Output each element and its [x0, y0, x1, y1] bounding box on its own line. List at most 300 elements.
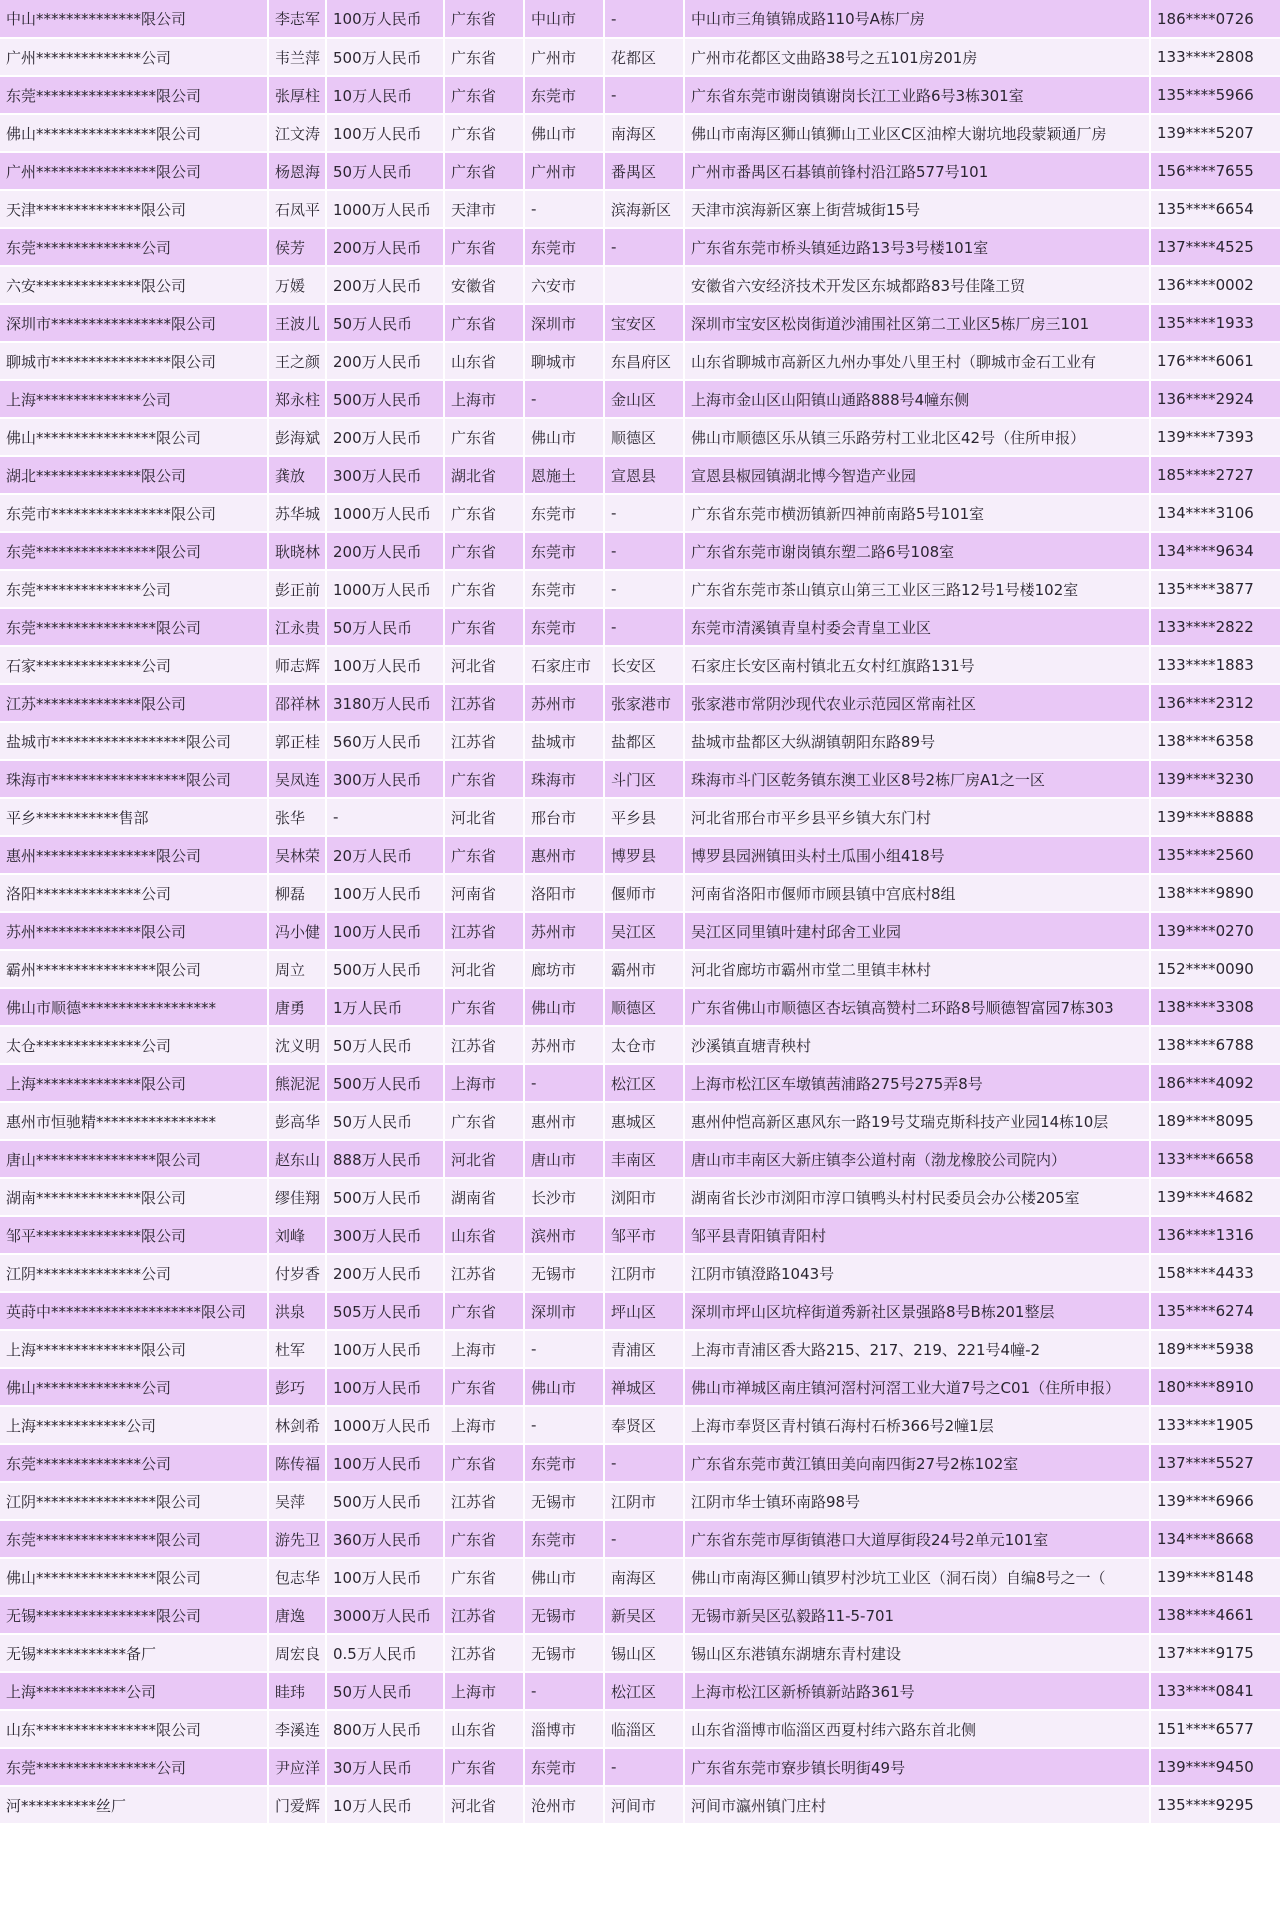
city-cell: 佛山市	[524, 114, 604, 152]
phone-cell: 133****2822	[1150, 608, 1280, 646]
address-cell: 中山市三角镇锦成路110号A栋厂房	[684, 0, 1150, 38]
table-row	[0, 798, 1280, 836]
legal_rep-cell: 游先卫	[268, 1520, 326, 1558]
address-cell: 河北省廊坊市霸州市堂二里镇丰林村	[684, 950, 1150, 988]
address-cell: 惠州仲恺高新区惠风东一路19号艾瑞克斯科技产业园14栋10层	[684, 1102, 1150, 1140]
district-cell: 宝安区	[604, 304, 684, 342]
address-cell: 深圳市宝安区松岗街道沙浦围社区第二工业区5栋厂房三101	[684, 304, 1150, 342]
phone-cell: 135****3877	[1150, 570, 1280, 608]
district-cell: -	[604, 1748, 684, 1786]
city-cell: 滨州市	[524, 1216, 604, 1254]
table-row	[0, 1216, 1280, 1254]
legal_rep-cell: 江文涛	[268, 114, 326, 152]
table-row	[0, 1026, 1280, 1064]
capital-cell: 560万人民币	[326, 722, 444, 760]
district-cell: 长安区	[604, 646, 684, 684]
capital-cell: 3180万人民币	[326, 684, 444, 722]
legal_rep-cell: 王之颜	[268, 342, 326, 380]
legal_rep-cell: 唐逸	[268, 1596, 326, 1634]
legal_rep-cell: 熊泥泥	[268, 1064, 326, 1102]
district-cell: 浏阳市	[604, 1178, 684, 1216]
table-row	[0, 1406, 1280, 1444]
phone-cell: 152****0090	[1150, 950, 1280, 988]
city-cell: 东莞市	[524, 494, 604, 532]
company-cell: 佛山****************限公司	[0, 114, 268, 152]
phone-cell: 186****0726	[1150, 0, 1280, 38]
phone-cell: 135****1933	[1150, 304, 1280, 342]
table-row	[0, 1520, 1280, 1558]
table-row	[0, 1064, 1280, 1102]
capital-cell: 500万人民币	[326, 38, 444, 76]
city-cell: 东莞市	[524, 1748, 604, 1786]
capital-cell: 500万人民币	[326, 380, 444, 418]
city-cell: -	[524, 380, 604, 418]
province-cell: 江苏省	[444, 1482, 524, 1520]
district-cell: 滨海新区	[604, 190, 684, 228]
table-row	[0, 1482, 1280, 1520]
province-cell: 广东省	[444, 570, 524, 608]
phone-cell: 185****2727	[1150, 456, 1280, 494]
phone-cell: 137****5527	[1150, 1444, 1280, 1482]
city-cell: 佛山市	[524, 988, 604, 1026]
district-cell: 临淄区	[604, 1710, 684, 1748]
city-cell: 唐山市	[524, 1140, 604, 1178]
legal_rep-cell: 刘峰	[268, 1216, 326, 1254]
company-cell: 太仓**************公司	[0, 1026, 268, 1064]
province-cell: 广东省	[444, 608, 524, 646]
province-cell: 上海市	[444, 1330, 524, 1368]
phone-cell: 136****1316	[1150, 1216, 1280, 1254]
address-cell: 天津市滨海新区寨上街营城街15号	[684, 190, 1150, 228]
province-cell: 河北省	[444, 1786, 524, 1824]
company-cell: 上海************公司	[0, 1406, 268, 1444]
table-row	[0, 684, 1280, 722]
capital-cell: 200万人民币	[326, 342, 444, 380]
address-cell: 广州市花都区文曲路38号之五101房201房	[684, 38, 1150, 76]
address-cell: 佛山市顺德区乐从镇三乐路劳村工业北区42号（住所申报）	[684, 418, 1150, 456]
address-cell: 广州市番禺区石碁镇前锋村沿江路577号101	[684, 152, 1150, 190]
table-row	[0, 1748, 1280, 1786]
legal_rep-cell: 张华	[268, 798, 326, 836]
district-cell: 南海区	[604, 1558, 684, 1596]
legal_rep-cell: 师志辉	[268, 646, 326, 684]
district-cell: 东昌府区	[604, 342, 684, 380]
city-cell: 无锡市	[524, 1482, 604, 1520]
address-cell: 沙溪镇直塘青秧村	[684, 1026, 1150, 1064]
address-cell: 珠海市斗门区乾务镇东澳工业区8号2栋厂房A1之一区	[684, 760, 1150, 798]
table-row	[0, 760, 1280, 798]
company-cell: 英莳中********************限公司	[0, 1292, 268, 1330]
phone-cell: 135****6654	[1150, 190, 1280, 228]
table-row	[0, 722, 1280, 760]
address-cell: 广东省东莞市寮步镇长明街49号	[684, 1748, 1150, 1786]
phone-cell: 139****4682	[1150, 1178, 1280, 1216]
address-cell: 河北省邢台市平乡县平乡镇大东门村	[684, 798, 1150, 836]
capital-cell: 50万人民币	[326, 1672, 444, 1710]
city-cell: -	[524, 190, 604, 228]
table-row	[0, 1368, 1280, 1406]
legal_rep-cell: 侯芳	[268, 228, 326, 266]
city-cell: -	[524, 1672, 604, 1710]
address-cell: 广东省东莞市茶山镇京山第三工业区三路12号1号楼102室	[684, 570, 1150, 608]
city-cell: 东莞市	[524, 76, 604, 114]
table-row	[0, 1672, 1280, 1710]
capital-cell: 200万人民币	[326, 228, 444, 266]
city-cell: 广州市	[524, 152, 604, 190]
capital-cell: 1000万人民币	[326, 1406, 444, 1444]
phone-cell: 138****6788	[1150, 1026, 1280, 1064]
province-cell: 山东省	[444, 1216, 524, 1254]
capital-cell: 100万人民币	[326, 1330, 444, 1368]
company-cell: 佛山**************公司	[0, 1368, 268, 1406]
legal_rep-cell: 杜军	[268, 1330, 326, 1368]
legal_rep-cell: 林剑希	[268, 1406, 326, 1444]
phone-cell: 151****6577	[1150, 1710, 1280, 1748]
table-row	[0, 532, 1280, 570]
phone-cell: 133****0841	[1150, 1672, 1280, 1710]
district-cell: 禅城区	[604, 1368, 684, 1406]
province-cell: 广东省	[444, 988, 524, 1026]
phone-cell: 138****9890	[1150, 874, 1280, 912]
province-cell: 天津市	[444, 190, 524, 228]
company-cell: 洛阳**************公司	[0, 874, 268, 912]
table-row	[0, 1330, 1280, 1368]
address-cell: 广东省东莞市谢岗镇东塑二路6号108室	[684, 532, 1150, 570]
phone-cell: 189****5938	[1150, 1330, 1280, 1368]
city-cell: 中山市	[524, 0, 604, 38]
city-cell: 廊坊市	[524, 950, 604, 988]
phone-cell: 135****6274	[1150, 1292, 1280, 1330]
city-cell: 苏州市	[524, 1026, 604, 1064]
district-cell: -	[604, 1520, 684, 1558]
company-cell: 江苏**************限公司	[0, 684, 268, 722]
city-cell: 沧州市	[524, 1786, 604, 1824]
address-cell: 广东省东莞市桥头镇延边路13号3号楼101室	[684, 228, 1150, 266]
legal_rep-cell: 尹应洋	[268, 1748, 326, 1786]
company-cell: 盐城市******************限公司	[0, 722, 268, 760]
table-row	[0, 494, 1280, 532]
province-cell: 广东省	[444, 152, 524, 190]
legal_rep-cell: 李志军	[268, 0, 326, 38]
legal_rep-cell: 缪佳翔	[268, 1178, 326, 1216]
address-cell: 上海市青浦区香大路215、217、219、221号4幢-2	[684, 1330, 1150, 1368]
capital-cell: -	[326, 798, 444, 836]
city-cell: 东莞市	[524, 532, 604, 570]
city-cell: 盐城市	[524, 722, 604, 760]
company-cell: 广州****************限公司	[0, 152, 268, 190]
province-cell: 广东省	[444, 1748, 524, 1786]
legal_rep-cell: 郭正桂	[268, 722, 326, 760]
district-cell: 太仓市	[604, 1026, 684, 1064]
legal_rep-cell: 石凤平	[268, 190, 326, 228]
address-cell: 山东省淄博市临淄区西夏村纬六路东首北侧	[684, 1710, 1150, 1748]
company-cell: 湖南**************限公司	[0, 1178, 268, 1216]
district-cell: -	[604, 570, 684, 608]
company-cell: 中山**************限公司	[0, 0, 268, 38]
legal_rep-cell: 眭玮	[268, 1672, 326, 1710]
legal_rep-cell: 彭高华	[268, 1102, 326, 1140]
table-row	[0, 1710, 1280, 1748]
district-cell: 松江区	[604, 1064, 684, 1102]
legal_rep-cell: 赵东山	[268, 1140, 326, 1178]
phone-cell: 139****9450	[1150, 1748, 1280, 1786]
city-cell: -	[524, 1406, 604, 1444]
district-cell: 张家港市	[604, 684, 684, 722]
capital-cell: 100万人民币	[326, 1368, 444, 1406]
city-cell: 苏州市	[524, 684, 604, 722]
district-cell: -	[604, 494, 684, 532]
district-cell: 松江区	[604, 1672, 684, 1710]
district-cell: 博罗县	[604, 836, 684, 874]
capital-cell: 20万人民币	[326, 836, 444, 874]
phone-cell: 186****4092	[1150, 1064, 1280, 1102]
address-cell: 深圳市坪山区坑梓街道秀新社区景强路8号B栋201整层	[684, 1292, 1150, 1330]
phone-cell: 134****3106	[1150, 494, 1280, 532]
phone-cell: 135****5966	[1150, 76, 1280, 114]
address-cell: 邹平县青阳镇青阳村	[684, 1216, 1150, 1254]
table-row	[0, 1178, 1280, 1216]
phone-cell: 156****7655	[1150, 152, 1280, 190]
province-cell: 安徽省	[444, 266, 524, 304]
legal_rep-cell: 杨恩海	[268, 152, 326, 190]
capital-cell: 100万人民币	[326, 874, 444, 912]
city-cell: 六安市	[524, 266, 604, 304]
company-cell: 邹平**************限公司	[0, 1216, 268, 1254]
legal_rep-cell: 吴萍	[268, 1482, 326, 1520]
legal_rep-cell: 彭海斌	[268, 418, 326, 456]
address-cell: 广东省佛山市顺德区杏坛镇高赞村二环路8号顺德智富园7栋303	[684, 988, 1150, 1026]
city-cell: 东莞市	[524, 1444, 604, 1482]
phone-cell: 134****8668	[1150, 1520, 1280, 1558]
company-cell: 无锡****************限公司	[0, 1596, 268, 1634]
legal_rep-cell: 门爱辉	[268, 1786, 326, 1824]
phone-cell: 133****1883	[1150, 646, 1280, 684]
province-cell: 广东省	[444, 494, 524, 532]
capital-cell: 50万人民币	[326, 1102, 444, 1140]
capital-cell: 505万人民币	[326, 1292, 444, 1330]
province-cell: 广东省	[444, 418, 524, 456]
district-cell: -	[604, 608, 684, 646]
province-cell: 广东省	[444, 228, 524, 266]
district-cell: 江阴市	[604, 1482, 684, 1520]
phone-cell: 137****9175	[1150, 1634, 1280, 1672]
capital-cell: 200万人民币	[326, 266, 444, 304]
district-cell: -	[604, 228, 684, 266]
capital-cell: 500万人民币	[326, 1064, 444, 1102]
province-cell: 江苏省	[444, 722, 524, 760]
district-cell: 平乡县	[604, 798, 684, 836]
district-cell: 花都区	[604, 38, 684, 76]
province-cell: 上海市	[444, 1406, 524, 1444]
capital-cell: 200万人民币	[326, 418, 444, 456]
capital-cell: 10万人民币	[326, 76, 444, 114]
legal_rep-cell: 王波儿	[268, 304, 326, 342]
company-cell: 东莞****************限公司	[0, 608, 268, 646]
province-cell: 河北省	[444, 798, 524, 836]
company-cell: 无锡************备厂	[0, 1634, 268, 1672]
capital-cell: 500万人民币	[326, 1482, 444, 1520]
address-cell: 江阴市华士镇环南路98号	[684, 1482, 1150, 1520]
phone-cell: 136****2924	[1150, 380, 1280, 418]
legal_rep-cell: 李溪连	[268, 1710, 326, 1748]
city-cell: 无锡市	[524, 1634, 604, 1672]
address-cell: 佛山市南海区狮山镇狮山工业区C区油榨大谢坑地段蒙颖通厂房	[684, 114, 1150, 152]
district-cell: 宣恩县	[604, 456, 684, 494]
province-cell: 江苏省	[444, 1596, 524, 1634]
province-cell: 上海市	[444, 1672, 524, 1710]
city-cell: 广州市	[524, 38, 604, 76]
legal_rep-cell: 沈义明	[268, 1026, 326, 1064]
legal_rep-cell: 周宏良	[268, 1634, 326, 1672]
capital-cell: 1万人民币	[326, 988, 444, 1026]
address-cell: 河间市瀛州镇门庄村	[684, 1786, 1150, 1824]
phone-cell: 158****4433	[1150, 1254, 1280, 1292]
capital-cell: 500万人民币	[326, 1178, 444, 1216]
phone-cell: 139****8888	[1150, 798, 1280, 836]
district-cell: 顺德区	[604, 418, 684, 456]
company-cell: 珠海市******************限公司	[0, 760, 268, 798]
company-cell: 六安**************限公司	[0, 266, 268, 304]
district-cell: 奉贤区	[604, 1406, 684, 1444]
table-row	[0, 1292, 1280, 1330]
address-cell: 张家港市常阴沙现代农业示范园区常南社区	[684, 684, 1150, 722]
company-cell: 佛山****************限公司	[0, 418, 268, 456]
city-cell: 恩施土	[524, 456, 604, 494]
capital-cell: 360万人民币	[326, 1520, 444, 1558]
legal_rep-cell: 周立	[268, 950, 326, 988]
province-cell: 广东省	[444, 836, 524, 874]
table-row	[0, 570, 1280, 608]
capital-cell: 300万人民币	[326, 760, 444, 798]
legal_rep-cell: 郑永柱	[268, 380, 326, 418]
phone-cell: 135****9295	[1150, 1786, 1280, 1824]
table-row	[0, 76, 1280, 114]
table-row	[0, 608, 1280, 646]
city-cell: 石家庄市	[524, 646, 604, 684]
capital-cell: 1000万人民币	[326, 190, 444, 228]
city-cell: 东莞市	[524, 1520, 604, 1558]
company-cell: 河**********丝厂	[0, 1786, 268, 1824]
city-cell: 东莞市	[524, 228, 604, 266]
legal_rep-cell: 柳磊	[268, 874, 326, 912]
province-cell: 江苏省	[444, 684, 524, 722]
city-cell: 深圳市	[524, 304, 604, 342]
phone-cell: 137****4525	[1150, 228, 1280, 266]
phone-cell: 139****3230	[1150, 760, 1280, 798]
city-cell: 佛山市	[524, 1558, 604, 1596]
district-cell: 南海区	[604, 114, 684, 152]
district-cell: 青浦区	[604, 1330, 684, 1368]
city-cell: 聊城市	[524, 342, 604, 380]
company-cell: 惠州****************限公司	[0, 836, 268, 874]
table-row	[0, 874, 1280, 912]
table-row	[0, 456, 1280, 494]
address-cell: 广东省东莞市厚街镇港口大道厚街段24号2单元101室	[684, 1520, 1150, 1558]
address-cell: 佛山市禅城区南庄镇河滘村河滘工业大道7号之C01（住所申报）	[684, 1368, 1150, 1406]
phone-cell: 134****9634	[1150, 532, 1280, 570]
address-cell: 安徽省六安经济技术开发区东城都路83号佳隆工贸	[684, 266, 1150, 304]
phone-cell: 180****8910	[1150, 1368, 1280, 1406]
city-cell: -	[524, 1064, 604, 1102]
city-cell: 淄博市	[524, 1710, 604, 1748]
capital-cell: 100万人民币	[326, 1558, 444, 1596]
district-cell: 金山区	[604, 380, 684, 418]
legal_rep-cell: 韦兰萍	[268, 38, 326, 76]
table-row	[0, 1254, 1280, 1292]
address-cell: 博罗县园洲镇田头村土瓜围小组418号	[684, 836, 1150, 874]
district-cell: -	[604, 76, 684, 114]
address-cell: 石家庄长安区南村镇北五女村红旗路131号	[684, 646, 1150, 684]
legal_rep-cell: 耿晓林	[268, 532, 326, 570]
capital-cell: 10万人民币	[326, 1786, 444, 1824]
city-cell: 珠海市	[524, 760, 604, 798]
capital-cell: 100万人民币	[326, 1444, 444, 1482]
table-row	[0, 152, 1280, 190]
district-cell: 河间市	[604, 1786, 684, 1824]
capital-cell: 300万人民币	[326, 456, 444, 494]
city-cell: 苏州市	[524, 912, 604, 950]
company-cell: 天津**************限公司	[0, 190, 268, 228]
company-cell: 东莞**************公司	[0, 1444, 268, 1482]
company-cell: 山东****************限公司	[0, 1710, 268, 1748]
phone-cell: 176****6061	[1150, 342, 1280, 380]
address-cell: 湖南省长沙市浏阳市淳口镇鸭头村村民委员会办公楼205室	[684, 1178, 1150, 1216]
company-cell: 唐山****************限公司	[0, 1140, 268, 1178]
capital-cell: 50万人民币	[326, 608, 444, 646]
address-cell: 锡山区东港镇东湖塘东青村建设	[684, 1634, 1150, 1672]
phone-cell: 139****5207	[1150, 114, 1280, 152]
district-cell: 锡山区	[604, 1634, 684, 1672]
capital-cell: 1000万人民币	[326, 570, 444, 608]
capital-cell: 1000万人民币	[326, 494, 444, 532]
capital-cell: 100万人民币	[326, 114, 444, 152]
address-cell: 东莞市清溪镇青皇村委会青皇工业区	[684, 608, 1150, 646]
table-row	[0, 114, 1280, 152]
district-cell: 惠城区	[604, 1102, 684, 1140]
table-row	[0, 1444, 1280, 1482]
table-row	[0, 418, 1280, 456]
company-cell: 佛山****************限公司	[0, 1558, 268, 1596]
capital-cell: 500万人民币	[326, 950, 444, 988]
capital-cell: 100万人民币	[326, 646, 444, 684]
company-cell: 佛山市顺德******************	[0, 988, 268, 1026]
company-cell: 惠州市恒驰精****************	[0, 1102, 268, 1140]
legal_rep-cell: 万媛	[268, 266, 326, 304]
phone-cell: 135****2560	[1150, 836, 1280, 874]
address-cell: 上海市松江区新桥镇新站路361号	[684, 1672, 1150, 1710]
capital-cell: 50万人民币	[326, 304, 444, 342]
capital-cell: 200万人民币	[326, 532, 444, 570]
city-cell: 东莞市	[524, 608, 604, 646]
company-cell: 深圳市****************限公司	[0, 304, 268, 342]
legal_rep-cell: 吴林荣	[268, 836, 326, 874]
company-cell: 东莞****************限公司	[0, 532, 268, 570]
table-row	[0, 1102, 1280, 1140]
company-cell: 湖北**************限公司	[0, 456, 268, 494]
table-row	[0, 38, 1280, 76]
table-row	[0, 266, 1280, 304]
city-cell: -	[524, 1330, 604, 1368]
address-cell: 佛山市南海区狮山镇罗村沙坑工业区（洞石岗）自编8号之一（	[684, 1558, 1150, 1596]
city-cell: 惠州市	[524, 836, 604, 874]
address-cell: 吴江区同里镇叶建村邱舍工业园	[684, 912, 1150, 950]
province-cell: 江苏省	[444, 1254, 524, 1292]
capital-cell: 3000万人民币	[326, 1596, 444, 1634]
district-cell: 坪山区	[604, 1292, 684, 1330]
province-cell: 河北省	[444, 1140, 524, 1178]
phone-cell: 139****6966	[1150, 1482, 1280, 1520]
company-cell: 江阴**************公司	[0, 1254, 268, 1292]
